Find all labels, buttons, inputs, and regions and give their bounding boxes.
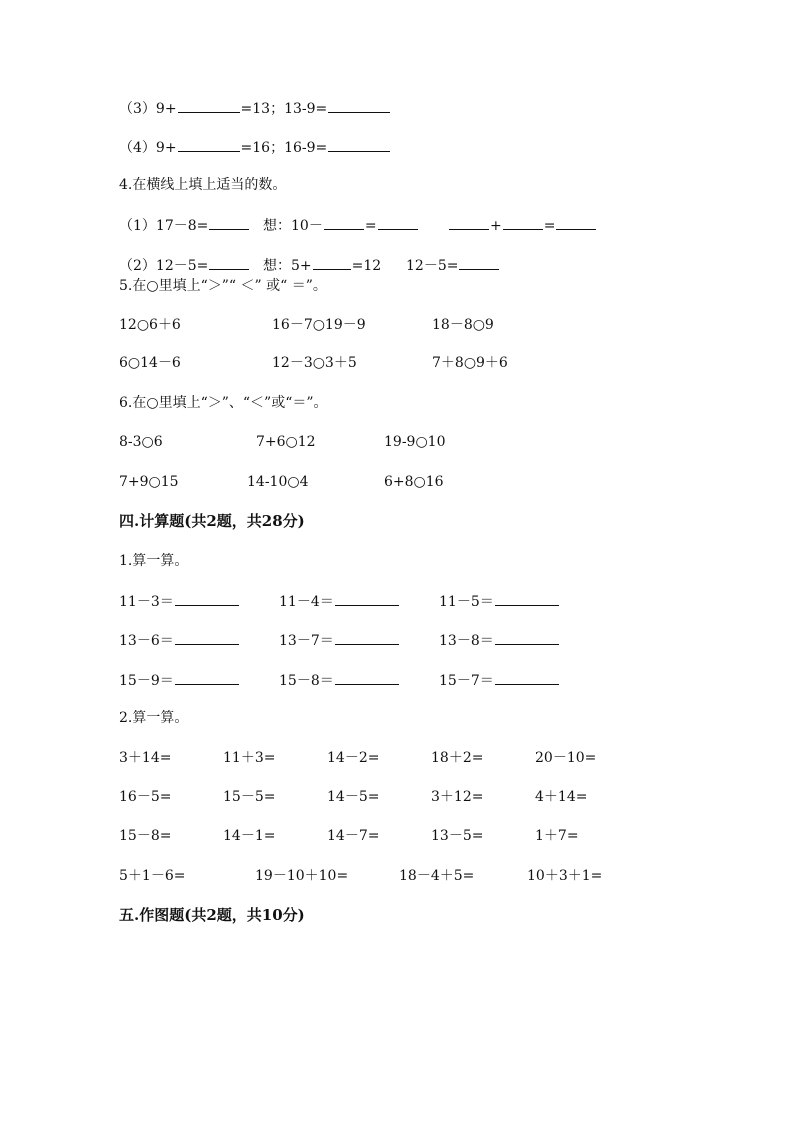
calc1-r2-c3-expr: 13－8＝ — [439, 633, 494, 649]
s4-row2-part3 — [406, 254, 500, 274]
calc2-r2-c4: 3＋12= — [431, 789, 484, 805]
s4-row1-text-1: （1）17－8= — [119, 218, 209, 234]
s5-r1-c2: 16－7○19－9 — [272, 317, 366, 333]
calc1-r3-c1-blank[interactable] — [175, 669, 239, 685]
calc2-r1-c2: 11＋3= — [223, 750, 276, 766]
s4-row1-blank-5[interactable] — [503, 214, 543, 230]
question-4-blank-2[interactable] — [328, 136, 390, 152]
calc1-r3-c2-expr: 15－8＝ — [279, 673, 334, 689]
s4-row2-part2 — [263, 254, 381, 274]
calc1-r1-c3 — [439, 590, 560, 610]
section-4-title: 4.在横线上填上适当的数。 — [119, 177, 287, 193]
calc1-r1-c2-expr: 11－4＝ — [279, 594, 334, 610]
calc1-r2-c2-blank[interactable] — [335, 629, 399, 645]
s5-r2-c1: 6○14－6 — [119, 355, 181, 371]
s5-r2-c2: 12－3○3＋5 — [272, 355, 357, 371]
s5-r1-c3: 18－8○9 — [432, 317, 494, 333]
calc1-r3-c1-expr: 15－9＝ — [119, 673, 174, 689]
question-3-blank-2[interactable] — [328, 97, 390, 113]
s4-row2-blank-3[interactable] — [459, 254, 499, 270]
calc2-r3-c5: 1＋7= — [535, 828, 579, 844]
s4-row2-text-1: （2）12－5= — [119, 258, 209, 274]
s6-r2-c2: 14-10○4 — [247, 474, 309, 490]
calc1-r3-c3-expr: 15－7＝ — [439, 673, 494, 689]
question-4-part-b: =16；16-9= — [240, 140, 328, 156]
s6-r2-c3: 6+8○16 — [384, 474, 444, 490]
calc1-r3-c2 — [279, 669, 400, 689]
calc-2-title: 2.算一算。 — [119, 710, 189, 726]
calc1-r2-c2 — [279, 629, 400, 649]
s4-row2-text-3: =12 — [351, 258, 382, 274]
calc-1-title: 1.算一算。 — [119, 553, 189, 569]
question-4-blank-1[interactable] — [178, 136, 240, 152]
s6-r1-c1: 8-3○6 — [119, 434, 163, 450]
calc1-r3-c2-blank[interactable] — [335, 669, 399, 685]
calc1-r1-c1 — [119, 590, 240, 610]
calc1-r1-c1-blank[interactable] — [175, 590, 239, 606]
s4-row1-text-2: 想：10－ — [263, 218, 323, 234]
calc2-r4-c4: 10＋3＋1= — [527, 868, 603, 884]
calc2-r4-c3: 18－4＋5= — [399, 868, 475, 884]
calc2-r3-c4: 13－5= — [431, 828, 484, 844]
calc1-r2-c3 — [439, 629, 560, 649]
calc2-r2-c1: 16－5= — [119, 789, 172, 805]
s4-row2-blank-2[interactable] — [313, 254, 351, 270]
calc1-r1-c2 — [279, 590, 400, 610]
calc2-r1-c5: 20－10= — [535, 750, 597, 766]
calc2-r2-c2: 15－5= — [223, 789, 276, 805]
s4-row1-blank-1[interactable] — [209, 214, 249, 230]
s4-row1-blank-4[interactable] — [449, 214, 489, 230]
s5-r1-c1: 12○6＋6 — [119, 317, 181, 333]
calc2-r1-c3: 14－2= — [327, 750, 380, 766]
calc2-r1-c4: 18＋2= — [431, 750, 484, 766]
section-6-title: 6.在○里填上“＞”、“＜”或“＝”。 — [119, 395, 328, 411]
s4-row2-text-4: 12－5= — [406, 258, 459, 274]
section-heading-calculation: 四.计算题(共2题，共28分) — [119, 512, 305, 530]
s4-row1-blank-2[interactable] — [324, 214, 364, 230]
s4-row1-text-5: = — [543, 218, 556, 234]
calc2-r4-c2: 19－10＋10= — [255, 868, 349, 884]
calc1-r1-c3-blank[interactable] — [495, 590, 559, 606]
s6-r1-c3: 19-9○10 — [384, 434, 446, 450]
section-5-title: 5.在○里填上“＞”“ ＜” 或“ ＝”。 — [119, 278, 327, 294]
s4-row1-part1 — [119, 214, 250, 234]
s4-row2-text-2: 想：5+ — [263, 258, 312, 274]
question-3-blank-1[interactable] — [178, 97, 240, 113]
question-4-part-a: （4）9+ — [119, 140, 177, 156]
calc1-r3-c3 — [439, 669, 560, 689]
s4-row1-blank-3[interactable] — [378, 214, 418, 230]
s6-r2-c1: 7+9○15 — [119, 474, 179, 490]
s4-row1-part3 — [448, 214, 597, 234]
fill-in-question-4 — [119, 136, 391, 156]
calc2-r1-c1: 3＋14= — [119, 750, 172, 766]
calc2-r2-c3: 14－5= — [327, 789, 380, 805]
s4-row2-part1 — [119, 254, 250, 274]
calc1-r3-c3-blank[interactable] — [495, 669, 559, 685]
s6-r1-c2: 7+6○12 — [256, 434, 316, 450]
calc2-r4-c1: 5＋1－6= — [119, 868, 186, 884]
s4-row1-text-3: = — [364, 218, 377, 234]
calc2-r2-c5: 4＋14= — [535, 789, 588, 805]
s5-r2-c3: 7＋8○9＋6 — [432, 355, 508, 371]
calc1-r2-c1-blank[interactable] — [175, 629, 239, 645]
s4-row1-blank-6[interactable] — [556, 214, 596, 230]
calc2-r3-c3: 14－7= — [327, 828, 380, 844]
calc2-r3-c1: 15－8= — [119, 828, 172, 844]
calc2-r3-c2: 14－1= — [223, 828, 276, 844]
calc1-r1-c2-blank[interactable] — [335, 590, 399, 606]
s4-row1-part2 — [263, 214, 419, 234]
calc1-r3-c1 — [119, 669, 240, 689]
s4-row1-text-4: + — [490, 218, 502, 234]
s4-row2-blank-1[interactable] — [209, 254, 249, 270]
question-3-part-a: （3）9+ — [119, 101, 177, 117]
calc1-r2-c1 — [119, 629, 240, 649]
calc1-r2-c3-blank[interactable] — [495, 629, 559, 645]
calc1-r1-c3-expr: 11－5＝ — [439, 594, 494, 610]
fill-in-question-3 — [119, 97, 391, 117]
calc1-r2-c2-expr: 13－7＝ — [279, 633, 334, 649]
section-heading-drawing: 五.作图题(共2题，共10分) — [119, 906, 305, 924]
calc1-r1-c1-expr: 11－3＝ — [119, 594, 174, 610]
question-3-part-b: =13；13-9= — [240, 101, 328, 117]
calc1-r2-c1-expr: 13－6＝ — [119, 633, 174, 649]
